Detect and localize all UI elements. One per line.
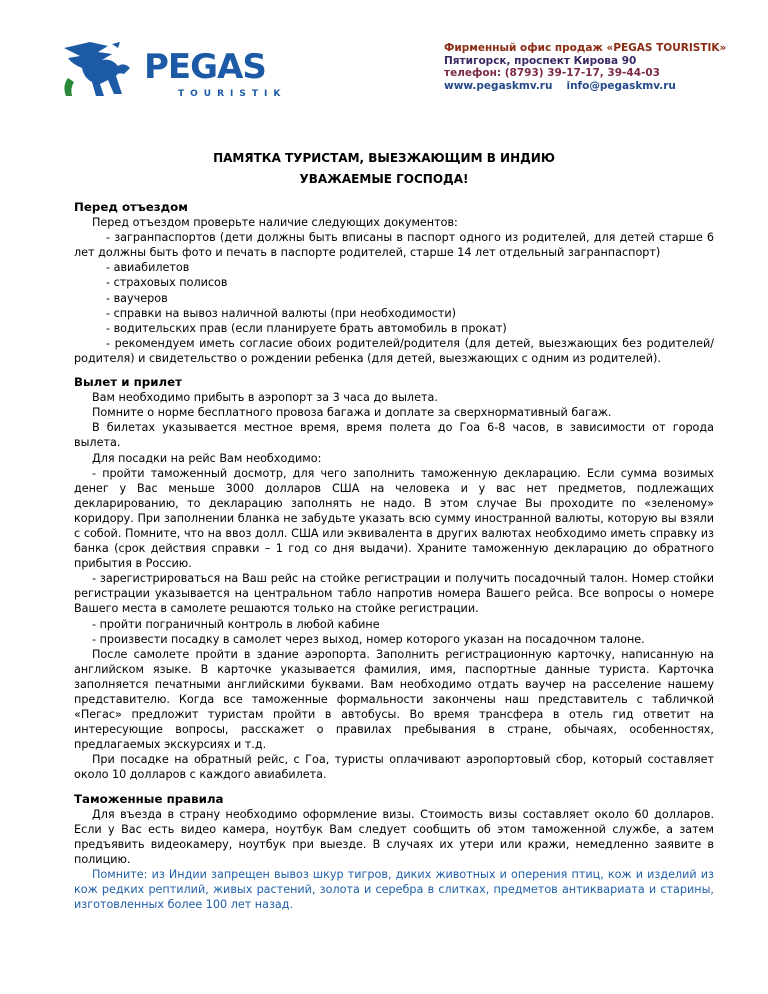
section-heading-customs: Таможенные правила xyxy=(74,791,224,806)
document-body xyxy=(74,200,714,912)
document-title: ПАМЯТКА ТУРИСТАМ, ВЫЕЗЖАЮЩИМ В ИНДИЮ xyxy=(213,151,555,165)
paragraph: Вам необходимо прибыть в аэропорт за 3 часа до вылета. xyxy=(92,391,438,405)
paragraph: В билетах указывается местное время, время полета до Гоа 6-8 часов, в зависимости от города вылета. xyxy=(74,421,714,450)
paragraph: Для посадки на рейс Вам необходимо: xyxy=(92,451,322,465)
contact-address: Пятигорск, проспект Кирова 90 xyxy=(444,54,637,67)
contact-email[interactable]: info@pegaskmv.ru xyxy=(566,79,676,92)
pegasus-horse-icon xyxy=(64,42,130,96)
list-item: - рекомендуем иметь согласие обоих родителей/родителя (для детей, выезжающих без родителей/родителя) и свидетельство о рождении ребенка (для детей, выезжающих с одним из родителей). xyxy=(74,336,714,365)
contact-website[interactable]: www.pegaskmv.ru xyxy=(444,79,553,92)
paragraph: После самолете пройти в здание аэропорта. Заполнить регистрационную карточку, написанную на английском языке. В карточке указывается фамилия, имя, паспортные данные туриста. Карточка заполняется печатными английскими буквами. Вам необходимо отдать ваучер на расселение нашему представителю. Когда все таможенные формальности закончены наш представитель с табличкой «Пегас» предложит туристам пройти в автобусы. Во время трансфера в отель гид ответит на интересующие вопросы, расскажет о правилах пребывания в стране, обычаях, особенностях, предлагаемых экскурсиях и т.д. xyxy=(74,647,714,752)
paragraph: - пройти пограничный контроль в любой кабине xyxy=(92,617,380,631)
logo-sub: TOURISTIK xyxy=(178,89,287,99)
list-item: - водительских прав (если планируете брать автомобиль в прокат) xyxy=(106,321,507,335)
section-heading-flight: Вылет и прилет xyxy=(74,375,182,390)
list-item: - авиабилетов xyxy=(106,261,190,275)
contact-block xyxy=(444,42,726,92)
paragraph: Перед отъездом проверьте наличие следующих документов: xyxy=(92,216,458,230)
contact-phone: телефон: (8793) 39-17-17, 39-44-03 xyxy=(444,67,660,79)
paragraph: - зарегистрироваться на Ваш рейс на стойке регистрации и получить посадочный талон. Номер стойки регистрации указывается на центральном табло напротив номера Вашего рейса. Все вопросы о номере Вашего места в самолете решаются только на стойке регистрации. xyxy=(74,572,714,616)
paragraph: Помните о норме бесплатного провоза багажа и доплате за сверхнормативный багаж. xyxy=(92,406,612,420)
list-item: - страховых полисов xyxy=(106,276,228,290)
list-item: - ваучеров xyxy=(106,291,168,305)
contact-office: Фирменный офис продаж «PEGAS TOURISTIK» xyxy=(444,42,727,54)
paragraph: - произвести посадку в самолет через выход, номер которого указан на посадочном талоне. xyxy=(92,632,645,646)
logo-word: PEGAS xyxy=(144,47,266,87)
list-item: - загранпаспортов (дети должны быть вписаны в паспорт одного из родителей, для детей старше 6 лет должны быть фото и печать в паспорте родителей, старше 14 лет отдельный загранпаспорт) xyxy=(74,231,714,260)
section-heading-departure: Перед отъездом xyxy=(74,200,188,214)
paragraph: Для въезда в страну необходимо оформление визы. Стоимость визы составляет около 60 долларов. Если у Вас есть видео камера, ноутбук Вам следует сообщить об этом таможенной службе, а затем предъявить видеокамеру, ноутбук при выезде. В случаях их утери или кражи, немедленно заявите в полицию. xyxy=(74,807,714,866)
warning-note: Помните: из Индии запрещен вывоз шкур тигров, диких животных и оперения птиц, кож и изделий из кож редких рептилий, живых растений, золота и серебра в слитках, предметов антиквариата и старины, изготовленных более 100 лет назад. xyxy=(74,868,714,912)
paragraph: При посадке на обратный рейс, с Гоа, туристы оплачивают аэропортовый сбор, который составляет около 10 долларов с каждого авиабилета. xyxy=(74,753,714,782)
paragraph: - пройти таможенный досмотр, для чего заполнить таможенную декларацию. Если сумма возимых денег у Вас меньше 3000 долларов США на человека и у вас нет предметов, подлежащих декларированию, то декларацию заполнять не надо. В этом случае Вы проходите по «зеленому» коридору. При заполнении бланка не забудьте указать всю сумму иностранной валюты, которую вы взяли с собой. Помните, что на ввоз долл. США или эквивалента в других валютах необходимо иметь справку из банка (срок действия справки – 1 год со дня выдачи). Храните таможенную декларацию до обратного прибытия в Россию. xyxy=(74,466,714,571)
list-item: - справки на вывоз наличной валюты (при необходимости) xyxy=(106,306,457,320)
document-subtitle: УВАЖАЕМЫЕ ГОСПОДА! xyxy=(299,172,469,186)
pegas-touristik-logo xyxy=(58,38,298,102)
